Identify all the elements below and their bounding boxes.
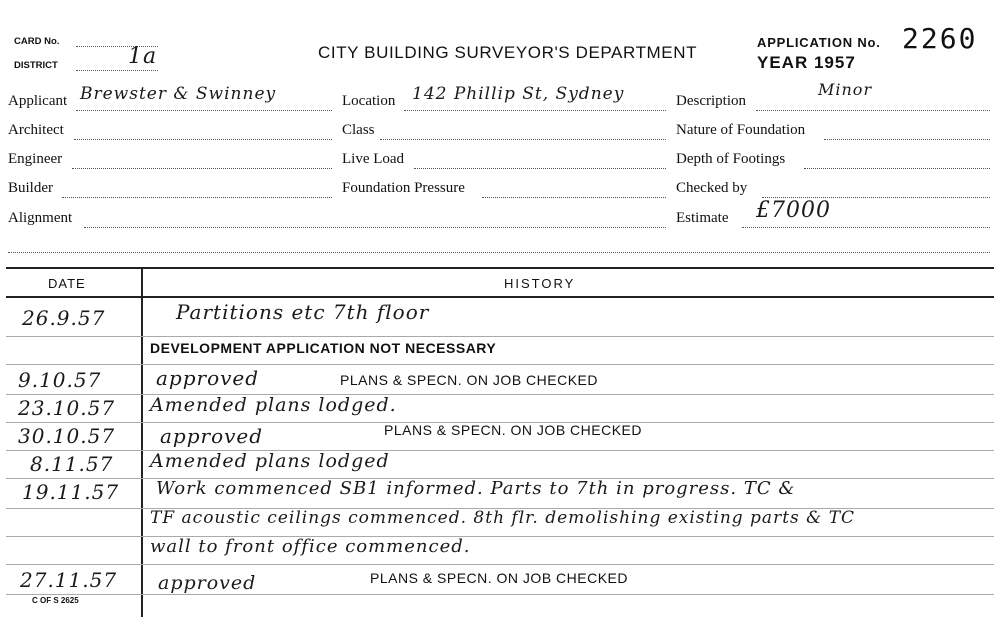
depth-of-footings-label: Depth of Footings xyxy=(676,151,786,167)
entry-date: 8.11.57 xyxy=(30,452,114,476)
entry-handwritten: Partitions etc 7th floor xyxy=(176,300,430,324)
location-label: Location xyxy=(342,93,396,109)
entry-handwritten: wall to front office commenced. xyxy=(150,536,471,557)
entry-date: 30.10.57 xyxy=(18,424,116,448)
applicant-label: Applicant xyxy=(8,93,68,109)
live-load-line xyxy=(414,168,666,169)
district-value: 1a xyxy=(128,44,158,69)
entry-date: 23.10.57 xyxy=(18,396,116,420)
entry-date: 26.9.57 xyxy=(22,306,106,330)
application-number: 2260 xyxy=(902,22,978,55)
estimate-line xyxy=(742,227,990,228)
entry-handwritten: TF acoustic ceilings commenced. 8th flr. demolishing existing parts & TC xyxy=(150,508,856,528)
architect-line xyxy=(74,139,332,140)
architect-label: Architect xyxy=(8,122,64,138)
district-line xyxy=(76,70,158,71)
row-rule xyxy=(6,364,994,365)
entry-date: 19.11.57 xyxy=(22,480,120,504)
form-code: C OF S 2625 xyxy=(32,596,79,605)
builder-label: Builder xyxy=(8,180,53,196)
history-header: HISTORY xyxy=(504,276,576,291)
entry-date: 9.10.57 xyxy=(18,368,102,392)
department-title: CITY BUILDING SURVEYOR'S DEPARTMENT xyxy=(318,43,698,62)
location-line xyxy=(404,110,666,111)
entry-handwritten: approved xyxy=(156,366,260,390)
entry-date: 27.11.57 xyxy=(20,568,118,592)
entry-handwritten: Amended plans lodged. xyxy=(150,394,397,416)
description-value: Minor xyxy=(818,80,873,99)
entry-typed: PLANS & SPECN. ON JOB CHECKED xyxy=(340,372,599,388)
entry-handwritten: Work commenced SB1 informed. Parts to 7th in progress. TC & xyxy=(156,478,796,499)
alignment-line xyxy=(84,227,666,228)
year-label: YEAR 1957 xyxy=(757,53,856,72)
entry-typed: PLANS & SPECN. ON JOB CHECKED xyxy=(384,422,643,438)
live-load-label: Live Load xyxy=(342,151,405,167)
description-label: Description xyxy=(676,93,746,109)
engineer-line xyxy=(72,168,332,169)
row-rule xyxy=(6,594,994,595)
location-value: 142 Phillip St, Sydney xyxy=(412,84,625,104)
entry-typed: PLANS & SPECN. ON JOB CHECKED xyxy=(370,570,629,586)
class-line xyxy=(380,139,666,140)
foundation-pressure-line xyxy=(482,197,666,198)
date-header: DATE xyxy=(48,276,86,291)
entry-typed: DEVELOPMENT APPLICATION NOT NECESSARY xyxy=(150,340,497,356)
application-label: APPLICATION No. xyxy=(757,35,881,50)
engineer-label: Engineer xyxy=(8,151,63,167)
blank-line xyxy=(8,252,990,253)
applicant-value: Brewster & Swinney xyxy=(80,84,277,104)
estimate-value: £7000 xyxy=(756,198,831,223)
entry-handwritten: approved xyxy=(158,572,257,594)
nature-of-foundation-line xyxy=(824,139,990,140)
card-no-label: CARD No. xyxy=(14,36,60,47)
table-header-rule xyxy=(6,296,994,298)
checked-by-label: Checked by xyxy=(676,180,748,196)
row-rule xyxy=(6,336,994,337)
class-label: Class xyxy=(342,122,375,138)
description-line xyxy=(756,110,990,111)
applicant-line xyxy=(76,110,332,111)
table-top-rule xyxy=(6,267,994,269)
row-rule xyxy=(6,564,994,565)
entry-handwritten: approved xyxy=(160,424,264,448)
alignment-label: Alignment xyxy=(8,210,73,226)
entry-handwritten: Amended plans lodged xyxy=(150,450,390,472)
district-label: DISTRICT xyxy=(14,60,58,71)
depth-of-footings-line xyxy=(804,168,990,169)
builder-line xyxy=(62,197,332,198)
nature-of-foundation-label: Nature of Foundation xyxy=(676,122,806,138)
foundation-pressure-label: Foundation Pressure xyxy=(342,180,465,196)
estimate-label: Estimate xyxy=(676,210,729,226)
